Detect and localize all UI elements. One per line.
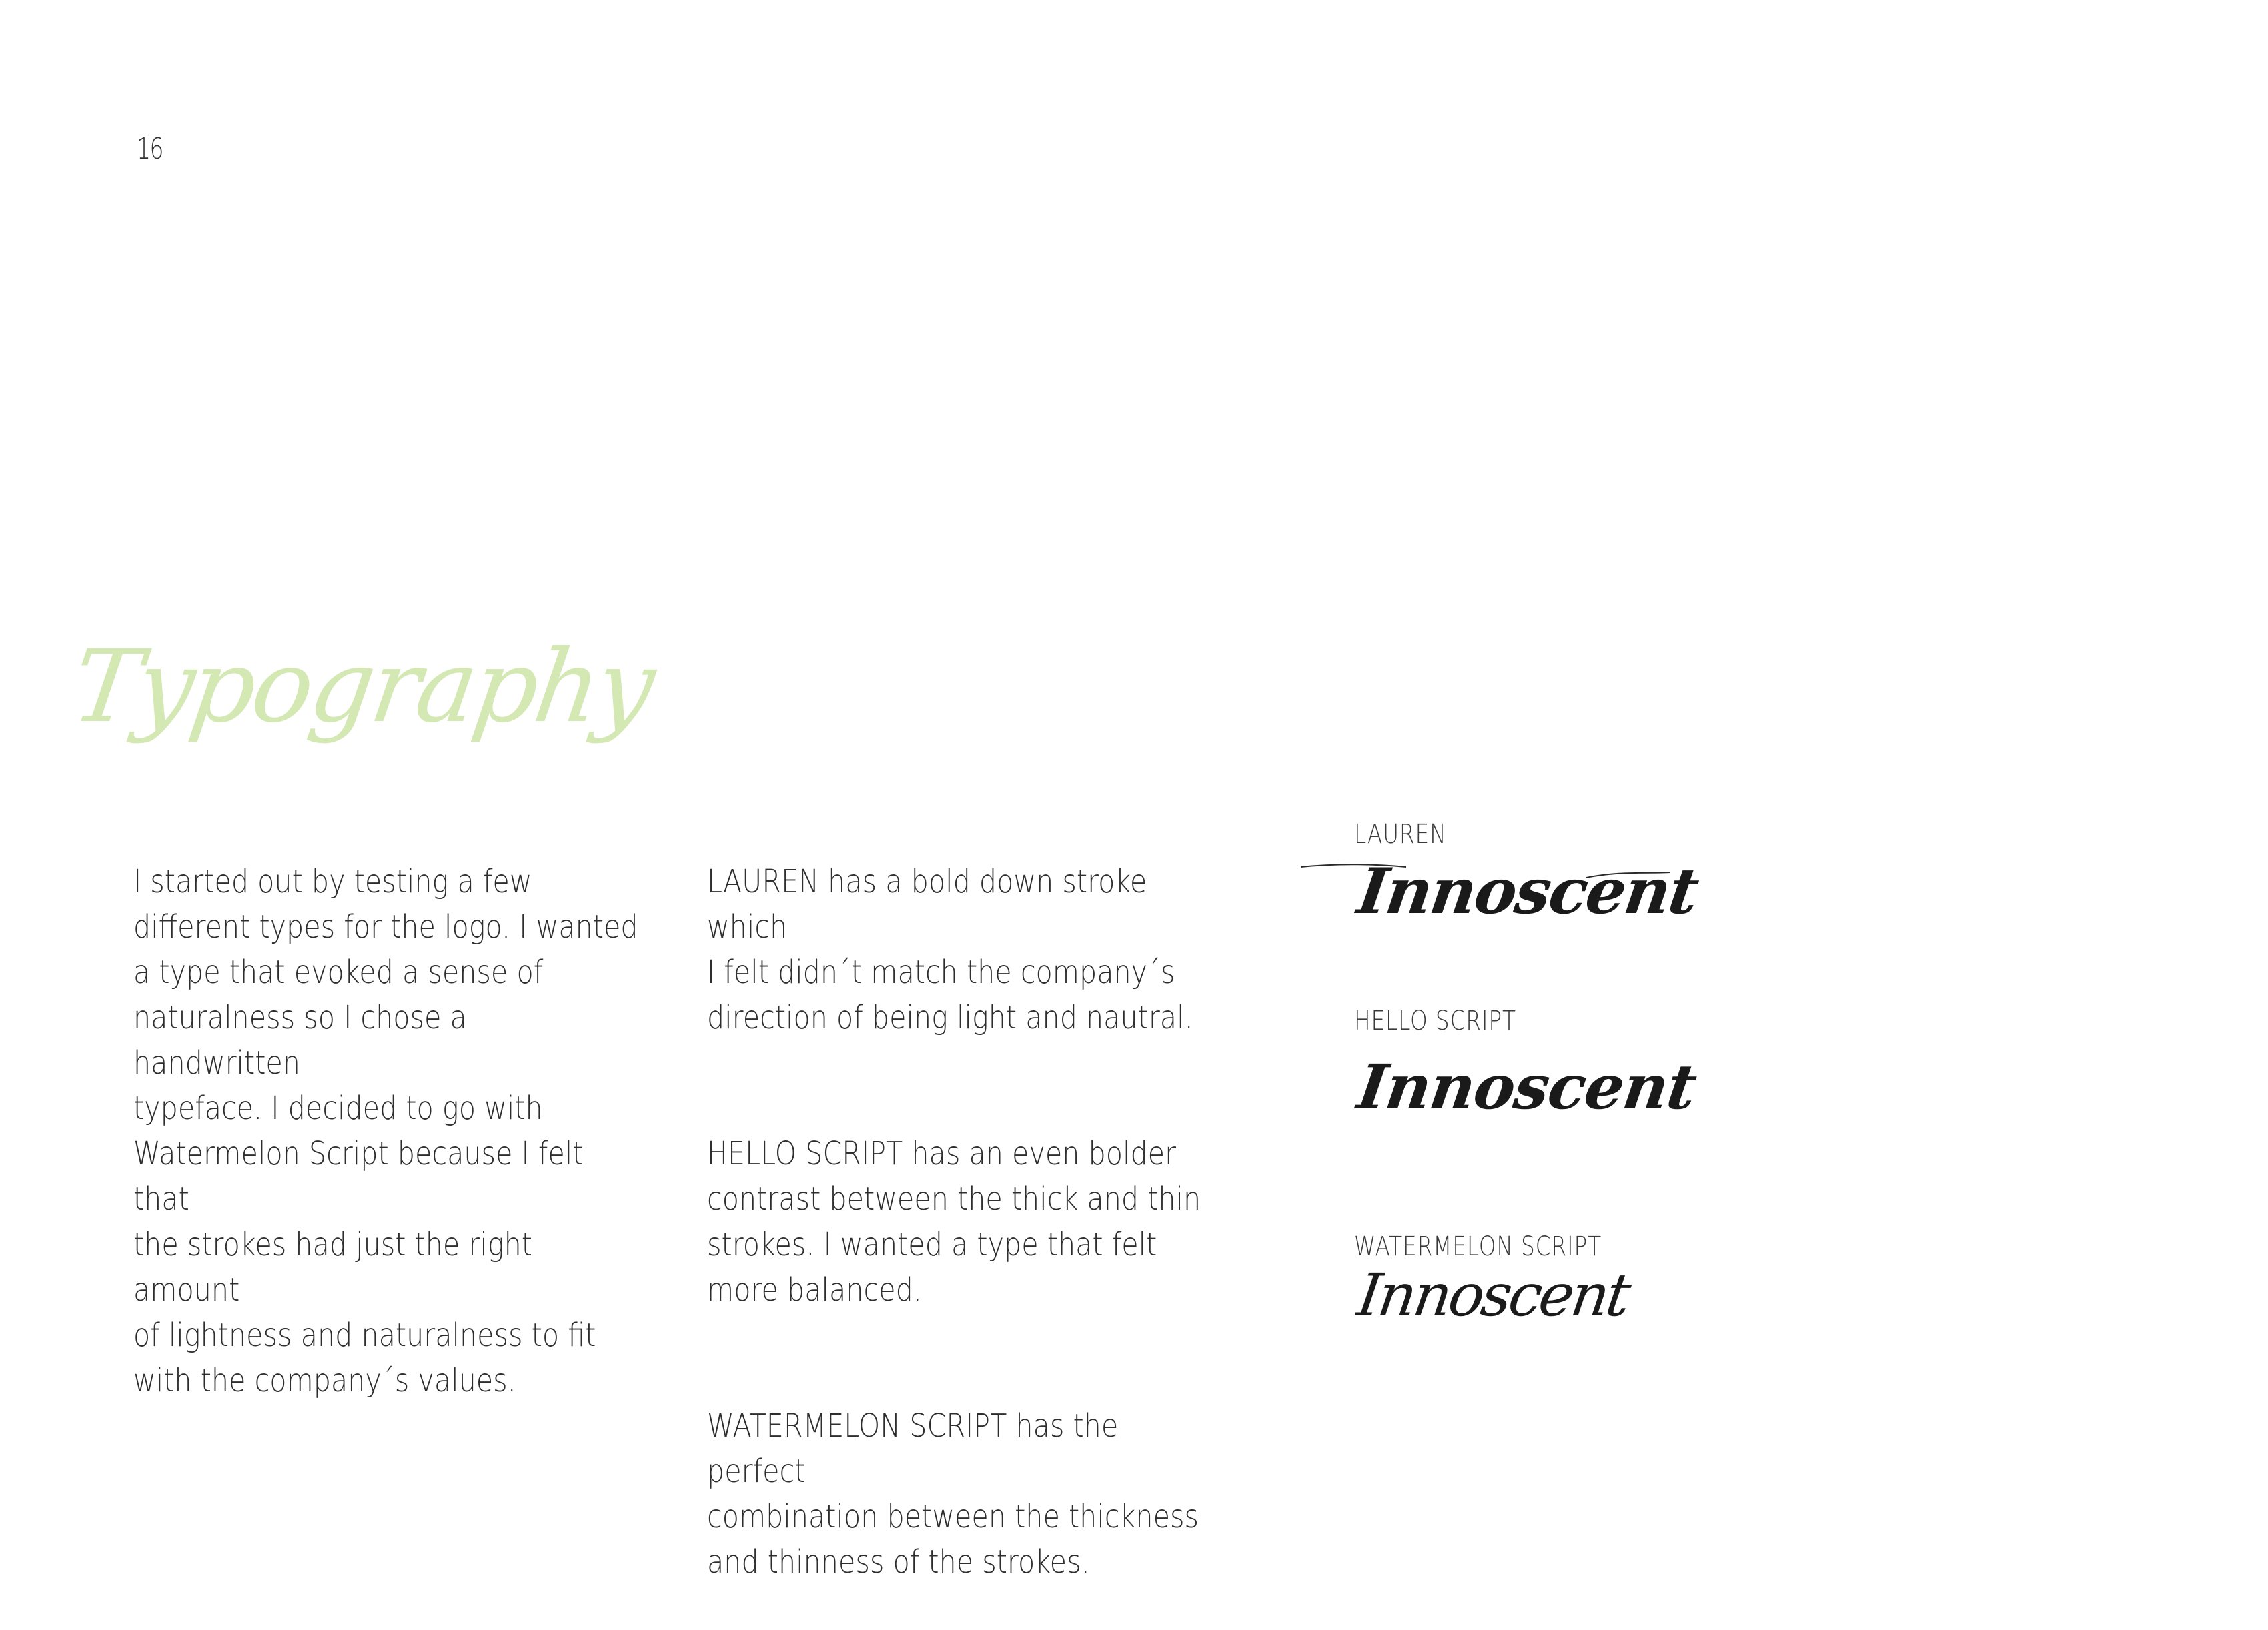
sample-word: Innoscent — [1353, 855, 1702, 928]
page-title: Typography — [65, 629, 660, 745]
page-number: 16 — [137, 132, 163, 166]
intro-paragraph: I started out by testing a few different types for the logo. I wanted a type that evoked a sense of naturalness so I chose a handwritten typeface. I decided to go with Watermelon Script because I felt that the strokes had just the right amount of lightness and naturalness to fit with the company´s values. — [133, 863, 638, 1399]
sample-word: Innoscent — [1353, 1261, 1633, 1329]
sample-label: LAUREN — [1354, 819, 1447, 850]
sample-word: Innoscent — [1353, 1051, 1700, 1123]
hello-script-description: HELLO SCRIPT has an even bolder contrast between the thick and thin strokes. I wanted a type that felt more balanced. — [707, 1135, 1201, 1309]
sample-label: HELLO SCRIPT — [1354, 1006, 1516, 1036]
sample-lauren — [1353, 819, 1702, 928]
sample-watermelon-script — [1353, 1231, 1656, 1329]
intro-column — [133, 814, 638, 1449]
watermelon-script-description: WATERMELON SCRIPT has the perfect combination between the thickness and thinness of the strokes. — [707, 1407, 1199, 1581]
lauren-description: LAUREN has a bold down stroke which I felt didn´t match the company´s direction of being light and nautral. — [707, 863, 1193, 1036]
sample-hello-script — [1353, 1006, 1700, 1123]
comparison-column — [707, 814, 1223, 1630]
sample-label: WATERMELON SCRIPT — [1354, 1231, 1602, 1262]
